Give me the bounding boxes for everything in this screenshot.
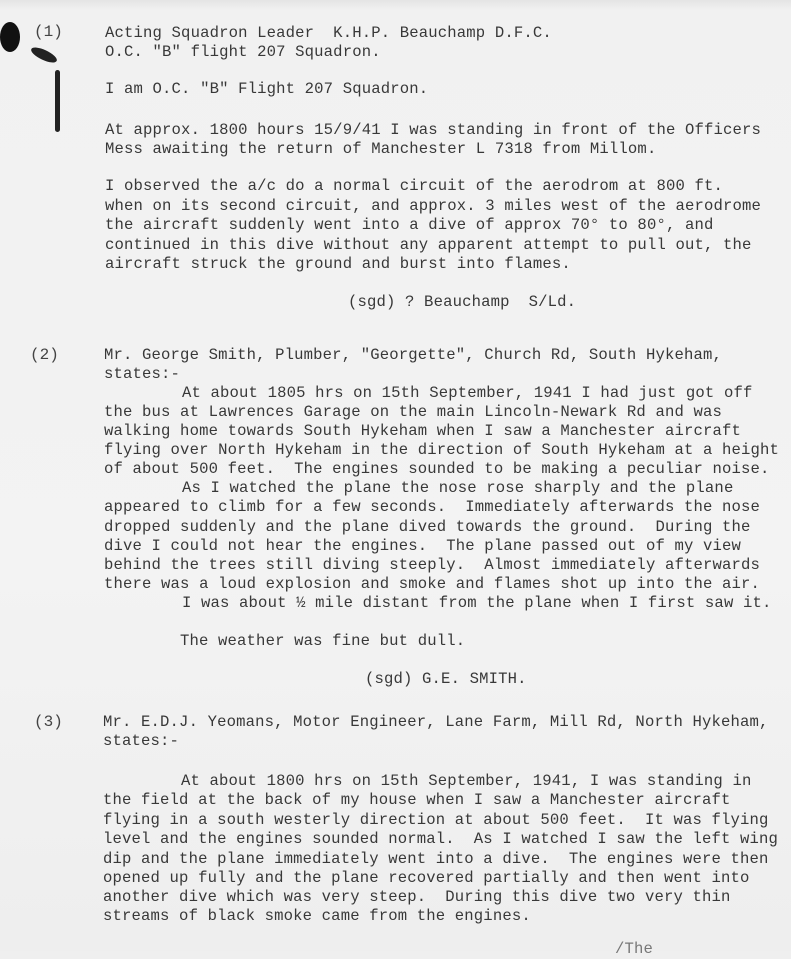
paragraph-line: level and the engines sounded normal. As I watched I saw the left wing [103,830,779,848]
paragraph-line: continued in this dive without any apparent attempt to pull out, the [105,236,752,254]
paragraph-line: flying over North Hykeham in the direction of South Hykeham at a height [104,441,780,459]
paragraph-line: the aircraft suddenly went into a dive of approx 70° to 80°, and [105,216,714,234]
signature-line: (sgd) ? Beauchamp S/Ld. [348,293,577,311]
paragraph-line: At about 1805 hrs on 15th September, 1941 I had just got off [182,384,753,402]
ink-streak [55,70,60,132]
statement-header-line: Mr. E.D.J. Yeomans, Motor Engineer, Lane Farm, Mill Rd, North Hykeham, [103,713,769,731]
paragraph-line: flying in a south westerly direction at about 500 feet. It was flying [103,811,769,829]
paragraph-line: appeared to climb for a few seconds. Immediately afterwards the nose [104,498,761,516]
paragraph-line: At approx. 1800 hours 15/9/41 I was standing in front of the Officers [105,121,762,139]
paragraph-line: there was a loud explosion and smoke and flames shot up into the air. [104,575,761,593]
paragraph-line: As I watched the plane the nose rose sharply and the plane [182,479,734,497]
statement-header-line: Acting Squadron Leader K.H.P. Beauchamp D.F.C. [105,24,552,42]
paragraph-line: aircraft struck the ground and burst into flames. [105,255,571,273]
paragraph-line: opened up fully and the plane recovered partially and then went into [103,869,750,887]
paragraph-line: when on its second circuit, and approx. 3 miles west of the aerodrome [105,197,762,215]
paragraph-line: another dive which was very steep. During this dive two very thin [103,888,731,906]
statement-number: (2) [30,346,59,364]
paragraph-line: the field at the back of my house when I saw a Manchester aircraft [103,791,731,809]
paragraph-line: The weather was fine but dull. [180,632,466,650]
statement-header-line: O.C. "B" flight 207 Squadron. [105,43,381,61]
statement-header-line: states:- [104,365,181,383]
statement-header-line: states:- [103,732,180,750]
ink-blot [0,22,20,52]
ink-smear [29,45,59,66]
paragraph-line: dip and the plane immediately went into a dive. The engines were then [103,850,769,868]
paragraph-line: behind the trees still diving steeply. Almost immediately afterwards [104,556,761,574]
statement-number: (1) [34,23,63,41]
paragraph-line: of about 500 feet. The engines sounded to be making a peculiar noise. [104,460,770,478]
paragraph-line: Mess awaiting the return of Manchester L 7318 from Millom. [105,140,657,158]
paragraph-line: I am O.C. "B" Flight 207 Squadron. [105,80,429,98]
statement-header-line: Mr. George Smith, Plumber, "Georgette", Church Rd, South Hykeham, [104,346,723,364]
paragraph-line: the bus at Lawrences Garage on the main Lincoln-Newark Rd and was [104,403,723,421]
paragraph-line: I observed the a/c do a normal circuit of the aerodrom at 800 ft. [105,177,724,195]
paragraph-line: streams of black smoke came from the engines. [103,907,531,925]
paragraph-line: I was about ½ mile distant from the plane when I first saw it. [182,594,772,612]
paragraph-line: dive I could not hear the engines. The plane passed out of my view [104,537,742,555]
signature-line: (sgd) G.E. SMITH. [365,670,527,688]
paragraph-line: At about 1800 hrs on 15th September, 1941, I was standing in [181,772,752,790]
statement-number: (3) [34,713,63,731]
paragraph-line: walking home towards South Hykeham when I saw a Manchester aircraft [104,422,742,440]
continuation-marker: /The [615,940,654,958]
paragraph-line: dropped suddenly and the plane dived towards the ground. During the [104,518,751,536]
